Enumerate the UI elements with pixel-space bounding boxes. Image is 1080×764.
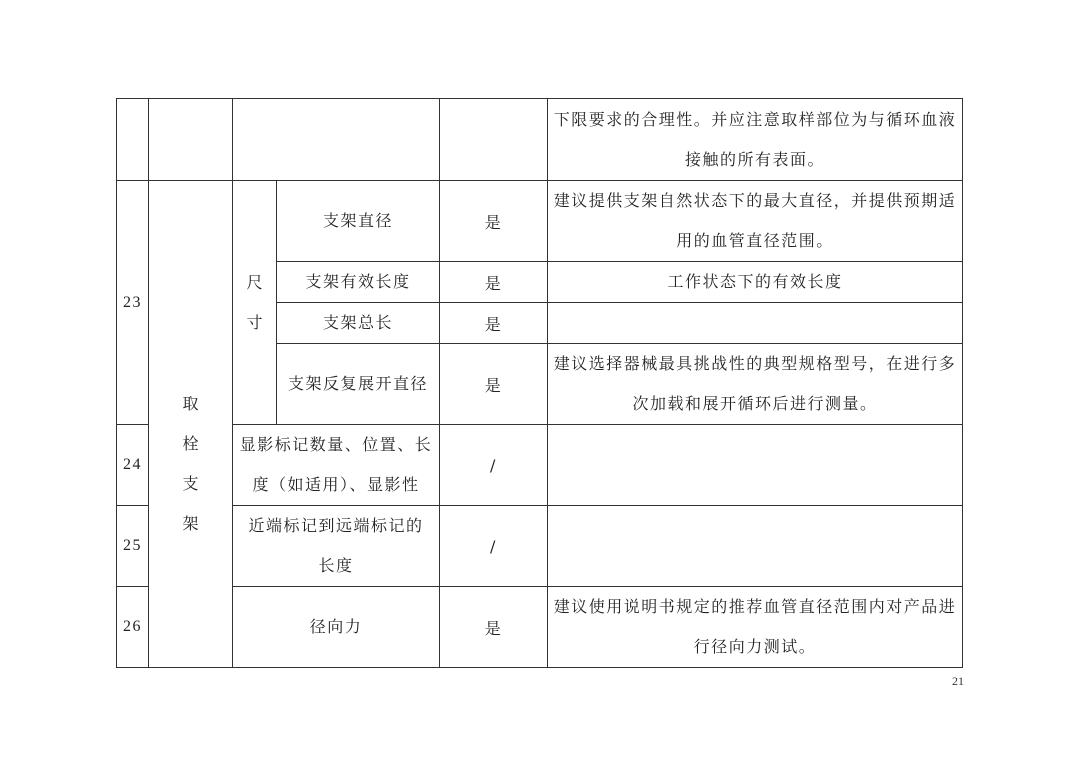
table-row [117, 99, 963, 181]
applicable-value: / [440, 425, 548, 506]
item-name: 支架反复展开直径 [277, 344, 440, 425]
applicable-value: 是 [440, 303, 548, 344]
page-number: 21 [952, 674, 964, 688]
item-cell [233, 99, 440, 181]
applicable-value: 是 [440, 262, 548, 303]
table-row [117, 425, 963, 506]
note-text: 建议选择器械最具挑战性的典型规格型号，在进行多次加载和展开循环后进行测量。 [548, 344, 963, 425]
item-name: 径向力 [233, 587, 440, 668]
table-row [117, 181, 963, 262]
note-text [548, 425, 963, 506]
group-cell [149, 99, 233, 181]
requirements-table [116, 98, 963, 668]
item-name: 支架总长 [277, 303, 440, 344]
group-label: 取栓支架 [149, 181, 233, 668]
note-text [548, 303, 963, 344]
note-text [548, 506, 963, 587]
note-text: 工作状态下的有效长度 [548, 262, 963, 303]
applicable-value: / [440, 506, 548, 587]
item-name: 近端标记到远端标记的长度 [233, 506, 440, 587]
subgroup-label: 尺寸 [233, 181, 277, 425]
item-name: 显影标记数量、位置、长度（如适用）、显影性 [233, 425, 440, 506]
note-text: 建议提供支架自然状态下的最大直径，并提供预期适用的血管直径范围。 [548, 181, 963, 262]
note-cell: 下限要求的合理性。并应注意取样部位为与循环血液接触的所有表面。 [548, 99, 963, 181]
note-text: 建议使用说明书规定的推荐血管直径范围内对产品进行径向力测试。 [548, 587, 963, 668]
applicable-value: 是 [440, 181, 548, 262]
item-name: 支架有效长度 [277, 262, 440, 303]
table-row [117, 587, 963, 668]
row-number: 25 [117, 506, 149, 587]
applicable-value: 是 [440, 344, 548, 425]
applicable-value: 是 [440, 587, 548, 668]
row-number: 24 [117, 425, 149, 506]
number-cell [117, 99, 149, 181]
row-number: 26 [117, 587, 149, 668]
row-number: 23 [117, 181, 149, 425]
item-name: 支架直径 [277, 181, 440, 262]
applicable-cell [440, 99, 548, 181]
table-row [117, 506, 963, 587]
